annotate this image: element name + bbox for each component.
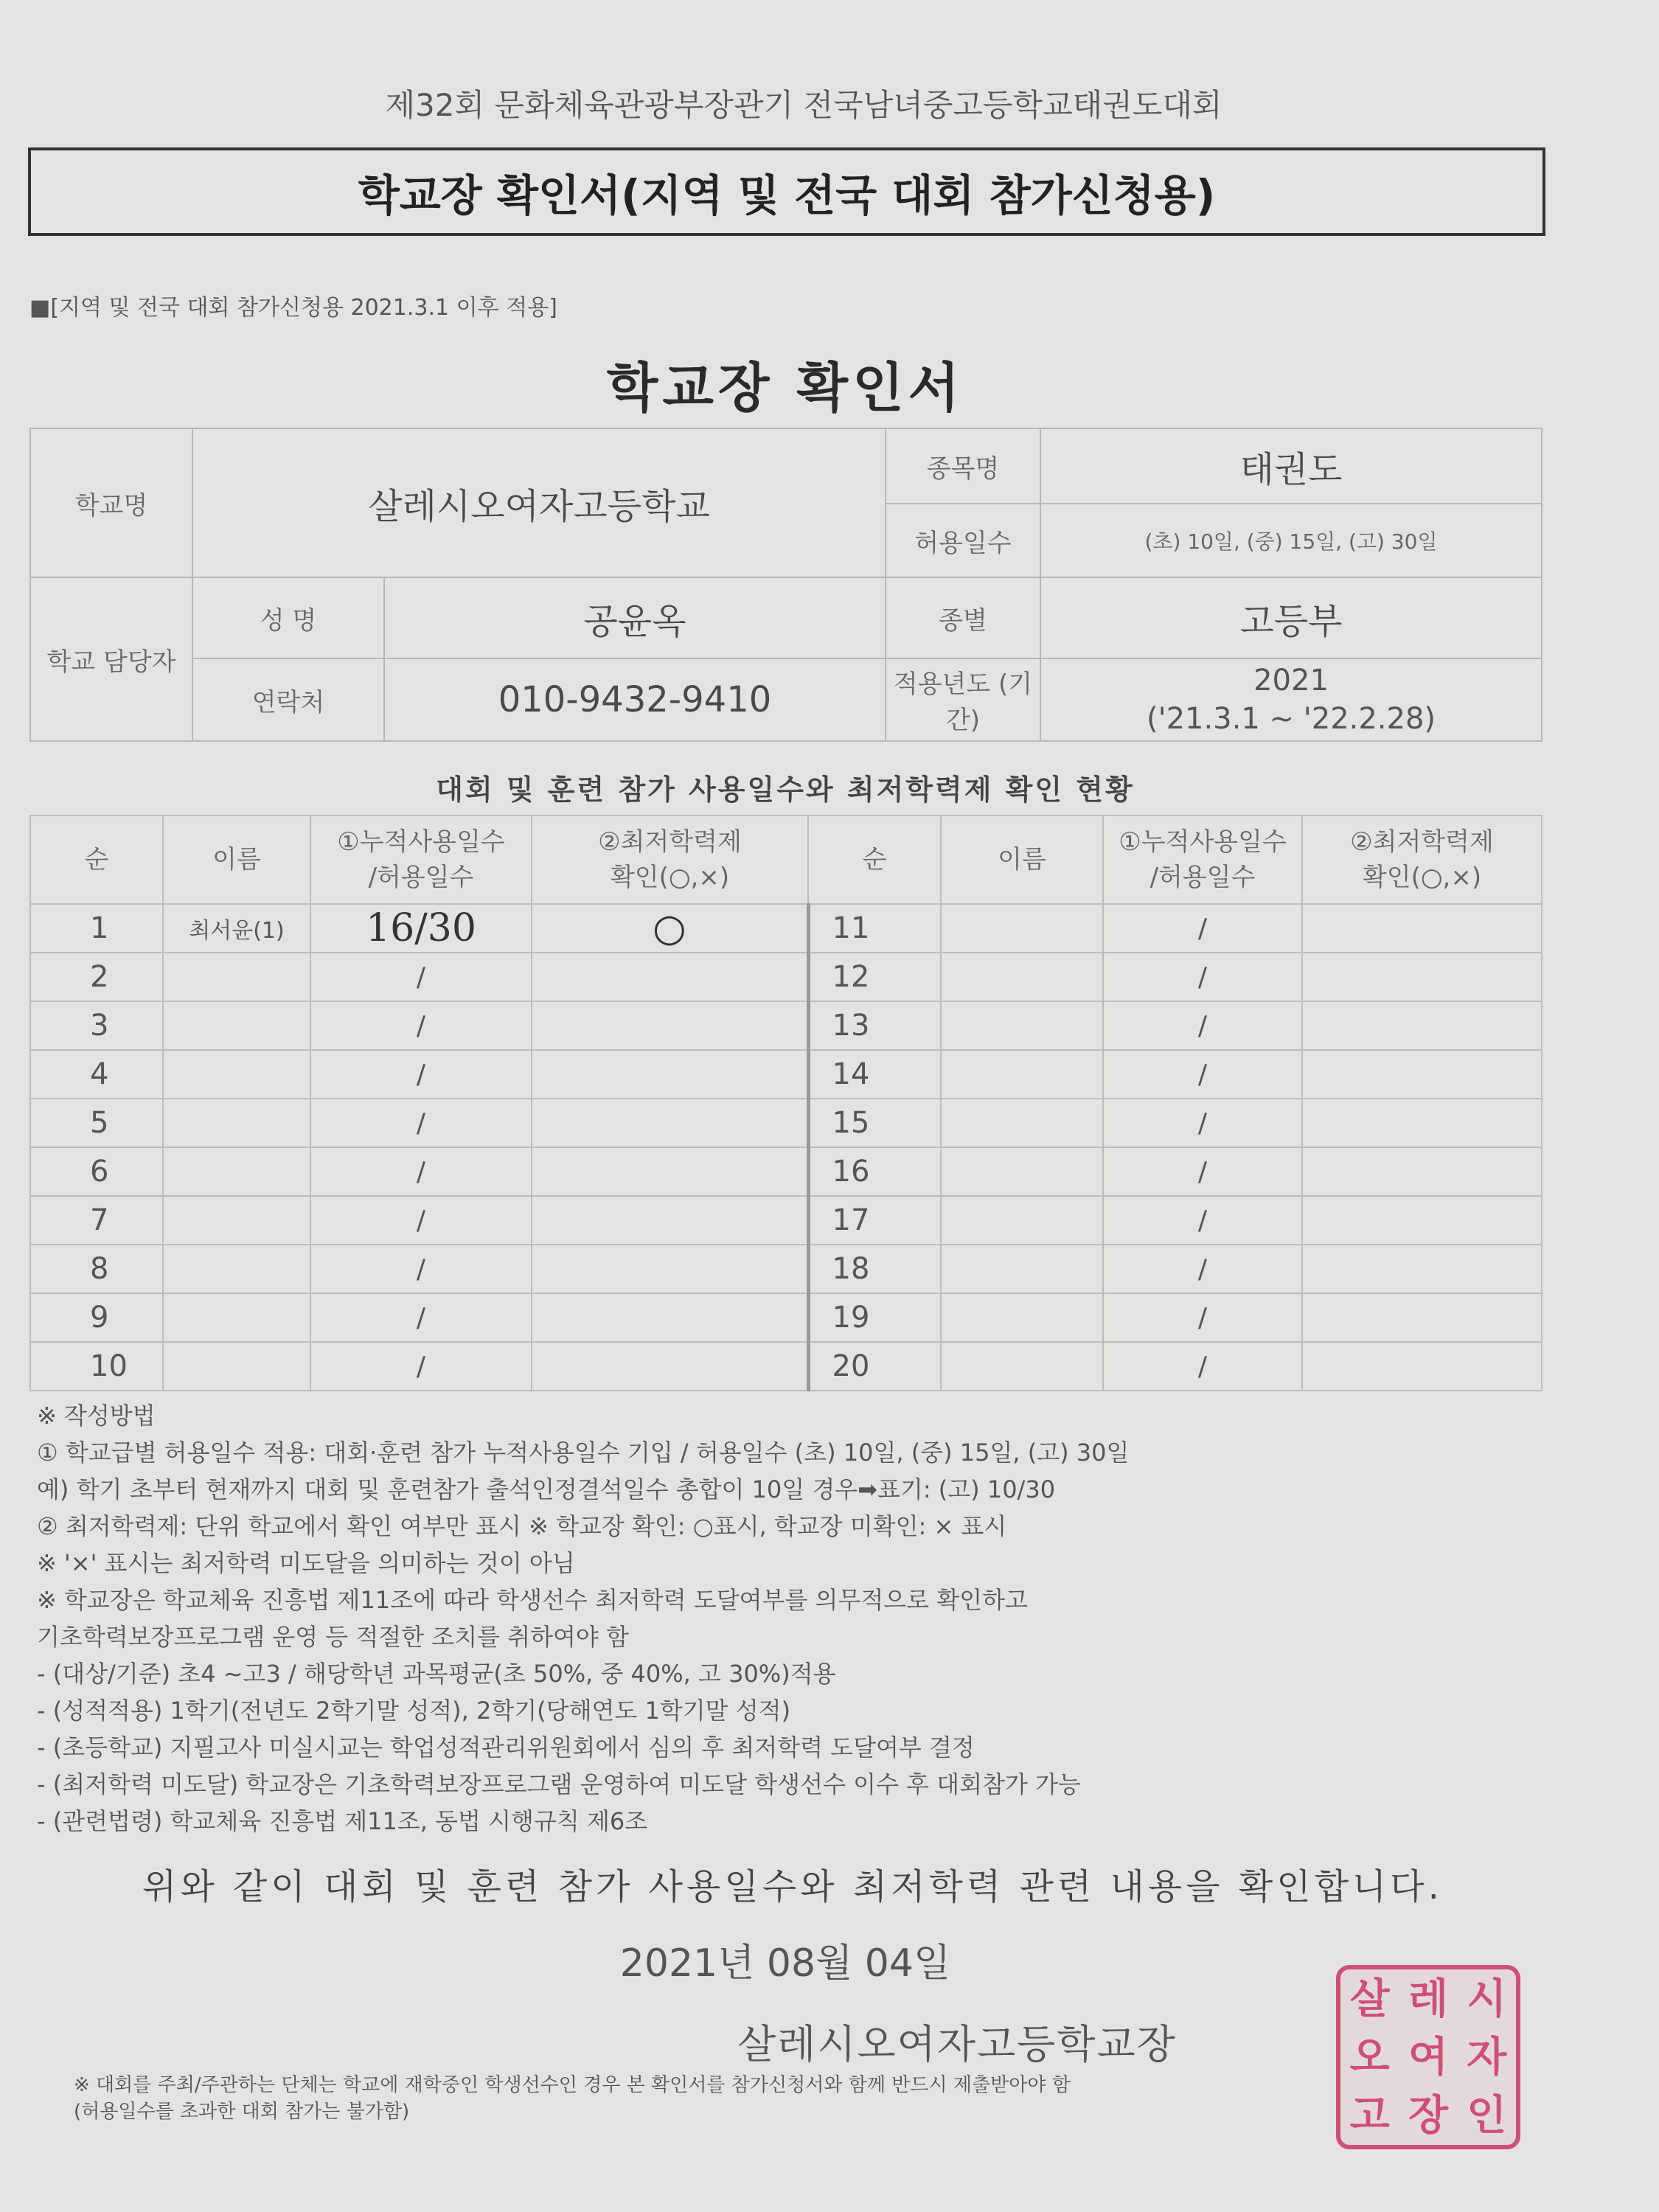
usage-table [29, 815, 1543, 1391]
table-row [30, 1147, 1542, 1196]
row-name-2 [941, 953, 1103, 1001]
year-value: 2021 [1253, 664, 1329, 698]
usage-table-body [30, 904, 1542, 1391]
col-check-line2: 확인(○,×) [610, 863, 730, 892]
row-number-2: 19 [808, 1293, 941, 1342]
year-label: 적용년도 (기간) [886, 658, 1040, 741]
row-name-2 [941, 1147, 1103, 1196]
footnote-line-2: (허용일수를 초과한 대회 참가는 불가함) [74, 2101, 410, 2123]
seal-character: 오 [1349, 2032, 1390, 2081]
row-days-2: / [1103, 1196, 1302, 1245]
contact-value: 010-9432-9410 [384, 658, 886, 741]
row-number: 2 [30, 953, 163, 1001]
staff-name-value: 공윤옥 [384, 577, 886, 658]
row-days: / [310, 1147, 532, 1196]
row-name [163, 1099, 310, 1147]
row-days-2: / [1103, 1050, 1302, 1099]
row-number: 3 [30, 1001, 163, 1050]
row-check-2 [1302, 953, 1542, 1001]
row-check [532, 1147, 808, 1196]
staff-label: 학교 담당자 [30, 577, 192, 741]
principal-name: 살레시오여자고등학교장 [737, 2021, 1177, 2067]
row-check [532, 1099, 808, 1147]
school-name-label: 학교명 [30, 428, 192, 577]
seal-character: 살 [1349, 1974, 1390, 2023]
col-no-header-2: 순 [808, 815, 941, 904]
type-value: 고등부 [1040, 577, 1542, 658]
footnote-line-1: ※ 대회를 주최/주관하는 단체는 학교에 재학중인 학생선수인 경우 본 확인서를 참가신청서와 함께 반드시 제출받아야 함 [74, 2074, 1071, 2096]
row-name-2 [941, 1342, 1103, 1391]
instruction-line: ② 최저학력제: 단위 학교에서 확인 여부만 표시 ※ 학교장 확인: ○표시, 학교장 미확인: × 표시 [37, 1512, 1007, 1540]
col-no-header: 순 [30, 815, 163, 904]
col-days-header-2 [1103, 815, 1302, 904]
form-title-box: 학교장 확인서(지역 및 전국 대회 참가신청용) [28, 147, 1545, 236]
row-check [532, 1293, 808, 1342]
row-number: 4 [30, 1050, 163, 1099]
seal-character: 여 [1408, 2032, 1449, 2081]
row-name-2 [941, 1293, 1103, 1342]
confirmation-statement: 위와 같이 대회 및 훈련 참가 사용일수와 최저학력 관련 내용을 확인합니다. [142, 1866, 1443, 1907]
row-number: 5 [30, 1099, 163, 1147]
row-name [163, 1342, 310, 1391]
instruction-line: ※ 학교장은 학교체육 진흥법 제11조에 따라 학생선수 최저학력 도달여부를 의무적으로 확인하고 [37, 1586, 1028, 1614]
row-check-2 [1302, 1001, 1542, 1050]
instruction-line: - (관련법령) 학교체육 진흥법 제11조, 동법 시행규칙 제6조 [37, 1807, 648, 1835]
row-name [163, 953, 310, 1001]
section-heading: 대회 및 훈련 참가 사용일수와 최저학력제 확인 현황 [436, 773, 1135, 806]
row-number-2: 12 [808, 953, 941, 1001]
seal-character: 자 [1467, 2032, 1507, 2081]
row-check-2 [1302, 1050, 1542, 1099]
row-number: 9 [30, 1293, 163, 1342]
row-check [532, 1196, 808, 1245]
staff-name-label: 성 명 [192, 577, 384, 658]
row-check [532, 1245, 808, 1293]
row-check: ○ [532, 904, 808, 953]
row-check-2 [1302, 1293, 1542, 1342]
col-check-header [532, 815, 808, 904]
allowed-days-value: (초) 10일, (중) 15일, (고) 30일 [1040, 504, 1542, 577]
row-check-2 [1302, 1147, 1542, 1196]
row-name-2 [941, 1001, 1103, 1050]
row-check-2 [1302, 1245, 1542, 1293]
row-name [163, 1050, 310, 1099]
row-check-2 [1302, 1342, 1542, 1391]
row-number: 7 [30, 1196, 163, 1245]
row-check [532, 1342, 808, 1391]
row-number-2: 15 [808, 1099, 941, 1147]
instruction-line: - (대상/기준) 초4 ~고3 / 해당학년 과목평균(초 50%, 중 40%, 고 30%)적용 [37, 1660, 836, 1688]
col-check2-line2: 확인(○,×) [1362, 863, 1482, 892]
writing-instructions [37, 1397, 1556, 1840]
row-number-2: 17 [808, 1196, 941, 1245]
row-name: 최서윤(1) [163, 904, 310, 953]
row-name-2 [941, 1099, 1103, 1147]
row-number-2: 11 [808, 904, 941, 953]
table-row [30, 904, 1542, 953]
instruction-line: ※ '×' 표시는 최저학력 미도달을 의미하는 것이 아님 [37, 1549, 575, 1577]
info-table [29, 428, 1543, 742]
row-number: 8 [30, 1245, 163, 1293]
row-name-2 [941, 1245, 1103, 1293]
event-name-value: 태권도 [1040, 428, 1542, 504]
row-name [163, 1293, 310, 1342]
instruction-line: ① 학교급별 허용일수 적용: 대회·훈련 참가 누적사용일수 기입 / 허용일수 (초) 10일, (중) 15일, (고) 30일 [37, 1439, 1130, 1467]
table-row [30, 953, 1542, 1001]
row-check [532, 1050, 808, 1099]
row-days: / [310, 1245, 532, 1293]
school-name-value: 살레시오여자고등학교 [192, 428, 886, 577]
instruction-line: - (초등학교) 지필고사 미실시교는 학업성적관리위원회에서 심의 후 최저학력 도달여부 결정 [37, 1733, 975, 1761]
seal-character: 레 [1408, 1974, 1449, 2023]
table-row [30, 1099, 1542, 1147]
col-check-line1: ②최저학력제 [598, 827, 742, 857]
col-days2-line2: /허용일수 [1150, 863, 1256, 892]
row-days: / [310, 1342, 532, 1391]
instruction-line: - (최저학력 미도달) 학교장은 기초학력보장프로그램 운영하여 미도달 학생선수 이수 후 대회참가 가능 [37, 1770, 1081, 1798]
row-check [532, 953, 808, 1001]
row-number-2: 14 [808, 1050, 941, 1099]
row-name [163, 1147, 310, 1196]
col-check2-line1: ②최저학력제 [1350, 827, 1494, 857]
row-days-2: / [1103, 953, 1302, 1001]
instruction-line: 기초학력보장프로그램 운영 등 적절한 조치를 취하여야 함 [37, 1623, 629, 1651]
row-number-2: 13 [808, 1001, 941, 1050]
table-row [30, 1293, 1542, 1342]
seal-character: 시 [1467, 1974, 1507, 2023]
col-days-line2: /허용일수 [368, 863, 474, 892]
instruction-line: - (성적적용) 1학기(전년도 2학기말 성적), 2학기(당해연도 1학기말 성적) [37, 1697, 791, 1725]
col-days-header [310, 815, 532, 904]
col-check-header-2 [1302, 815, 1542, 904]
row-name [163, 1196, 310, 1245]
row-number: 10 [30, 1342, 163, 1391]
event-name-label: 종목명 [886, 428, 1040, 504]
row-days: / [310, 1099, 532, 1147]
seal-character: 장 [1408, 2091, 1449, 2140]
seal-character: 고 [1349, 2091, 1390, 2140]
period-value: ('21.3.1 ~ '22.2.28) [1146, 702, 1436, 736]
table-row [30, 1342, 1542, 1391]
issue-date: 2021년 08월 04일 [619, 1941, 951, 1986]
row-days-2: / [1103, 1342, 1302, 1391]
table-row [30, 1050, 1542, 1099]
row-days-2: / [1103, 1099, 1302, 1147]
col-days2-line1: ①누적사용일수 [1119, 827, 1287, 857]
instruction-line: ※ 작성방법 [37, 1402, 156, 1430]
document-title: 학교장 확인서 [606, 357, 964, 419]
type-label: 종별 [886, 577, 1040, 658]
allowed-days-label: 허용일수 [886, 504, 1040, 577]
row-check [532, 1001, 808, 1050]
row-check-2 [1302, 1099, 1542, 1147]
row-days: / [310, 953, 532, 1001]
row-days: / [310, 1196, 532, 1245]
seal-character: 인 [1467, 2091, 1507, 2140]
row-number-2: 20 [808, 1342, 941, 1391]
col-days-line1: ①누적사용일수 [337, 827, 505, 857]
principal-seal-stamp [1336, 1965, 1520, 2149]
row-days: / [310, 1001, 532, 1050]
row-days: / [310, 1293, 532, 1342]
row-number-2: 16 [808, 1147, 941, 1196]
row-check-2 [1302, 1196, 1542, 1245]
event-title: 제32회 문화체육관광부장관기 전국남녀중고등학교태권도대회 [385, 87, 1222, 123]
row-number: 6 [30, 1147, 163, 1196]
row-name-2 [941, 904, 1103, 953]
row-days-2: / [1103, 1001, 1302, 1050]
year-cell [1040, 658, 1542, 741]
table-row [30, 1245, 1542, 1293]
row-days-2: / [1103, 1147, 1302, 1196]
row-name-2 [941, 1050, 1103, 1099]
instruction-line: 예) 학기 초부터 현재까지 대회 및 훈련참가 출석인정결석일수 총합이 10일 경우➡표기: (고) 10/30 [37, 1475, 1056, 1503]
application-note: ■[지역 및 전국 대회 참가신청용 2021.3.1 이후 적용] [29, 295, 557, 321]
row-number-2: 18 [808, 1245, 941, 1293]
table-row [30, 1196, 1542, 1245]
row-days: / [310, 1050, 532, 1099]
col-name-header: 이름 [163, 815, 310, 904]
row-number: 1 [30, 904, 163, 953]
table-row [30, 1001, 1542, 1050]
row-days-2: / [1103, 904, 1302, 953]
row-name [163, 1245, 310, 1293]
col-name-header-2: 이름 [941, 815, 1103, 904]
row-days-2: / [1103, 1293, 1302, 1342]
row-check-2 [1302, 904, 1542, 953]
contact-label: 연락처 [192, 658, 384, 741]
row-days: 16/30 [310, 904, 532, 953]
row-name [163, 1001, 310, 1050]
row-days-2: / [1103, 1245, 1302, 1293]
row-name-2 [941, 1196, 1103, 1245]
footnote [74, 2072, 1512, 2125]
